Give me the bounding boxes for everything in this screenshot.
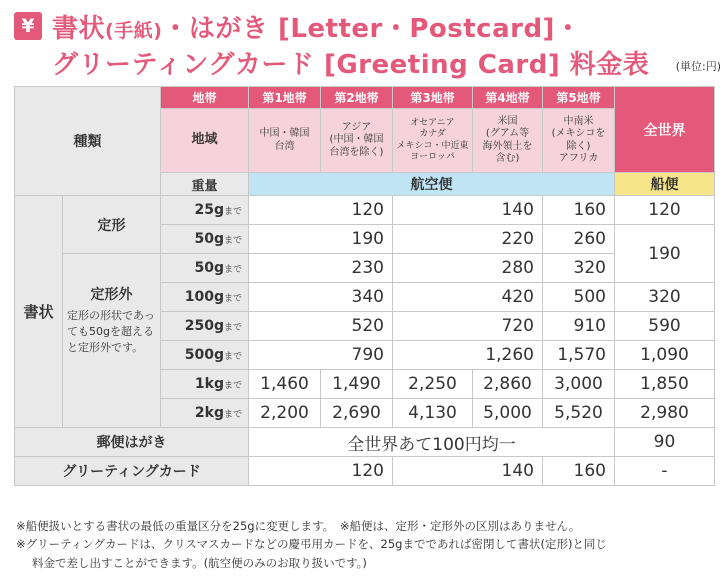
rate-cell: 160 xyxy=(543,196,615,225)
title-letter-note: (手紙) xyxy=(105,20,163,42)
title-line-1 xyxy=(52,8,581,45)
rate-cell: 190 xyxy=(249,225,393,254)
footnotes xyxy=(16,517,716,572)
rate-cell: 520 xyxy=(249,312,393,341)
weight-cell: 1kgまで xyxy=(161,370,249,399)
rate-cell: 140 xyxy=(393,457,543,486)
standard-category: 定形 xyxy=(63,196,161,254)
greeting-card-category: グリーティングカード xyxy=(15,457,249,486)
rate-cell: 500 xyxy=(543,283,615,312)
rate-cell: 2,200 xyxy=(249,399,321,428)
rate-cell: 5,520 xyxy=(543,399,615,428)
zone-1-regions: 中国・韓国 台湾 xyxy=(249,109,321,173)
rate-cell: 120 xyxy=(249,457,393,486)
zone-5-header: 第5地帯 xyxy=(543,87,615,109)
zone-1-header: 第1地帯 xyxy=(249,87,321,109)
yen-icon: ¥ xyxy=(14,12,42,40)
rate-cell: 1,570 xyxy=(543,341,615,370)
weight-label: 重量 xyxy=(161,173,249,196)
greeting-sea-rate: - xyxy=(615,457,715,486)
rate-cell: 320 xyxy=(543,254,615,283)
rate-cell: 260 xyxy=(543,225,615,254)
rate-cell: 340 xyxy=(249,283,393,312)
region-label: 地域 xyxy=(161,109,249,173)
rate-cell: 790 xyxy=(249,341,393,370)
sea-rate-cell: 590 xyxy=(615,312,715,341)
zone-2-regions: アジア (中国・韓国 台湾を除く) xyxy=(321,109,393,173)
rate-cell: 2,860 xyxy=(473,370,543,399)
footnote-2a: ※グリーティングカードは、クリスマスカードなどの慶弔用カードを、25gまでであれば密閉して書状(定形)と同じ xyxy=(16,537,607,552)
weight-cell: 250gまで xyxy=(161,312,249,341)
sea-rate-cell: 1,090 xyxy=(615,341,715,370)
table-row xyxy=(15,428,715,457)
rate-table xyxy=(14,86,715,486)
rate-cell: 1,490 xyxy=(321,370,393,399)
rate-cell: 3,000 xyxy=(543,370,615,399)
weight-cell: 500gまで xyxy=(161,341,249,370)
type-header: 種類 xyxy=(15,87,161,196)
rate-cell: 2,690 xyxy=(321,399,393,428)
weight-cell: 50gまで xyxy=(161,254,249,283)
rate-cell: 1,460 xyxy=(249,370,321,399)
rate-cell: 2,250 xyxy=(393,370,473,399)
sea-rate-cell: 2,980 xyxy=(615,399,715,428)
rate-cell: 280 xyxy=(393,254,543,283)
zone-4-regions: 米国 (グアム等 海外領土を 含む) xyxy=(473,109,543,173)
weight-cell: 100gまで xyxy=(161,283,249,312)
unit-label: (単位:円) xyxy=(675,60,721,73)
title-letter: 書状 xyxy=(52,14,106,44)
world-header: 全世界 xyxy=(615,87,715,173)
weight-cell: 50gまで xyxy=(161,225,249,254)
postcard-category: 郵便はがき xyxy=(15,428,249,457)
table-row xyxy=(15,196,715,225)
weight-cell: 2kgまで xyxy=(161,399,249,428)
nonstandard-category: 定形外 定形の形状であっても50gを超えると定形外です。 xyxy=(63,254,161,428)
title-line-2: グリーティングカード [Greeting Card] 料金表 xyxy=(52,50,650,80)
rate-cell: 120 xyxy=(249,196,393,225)
zone-3-header: 第3地帯 xyxy=(393,87,473,109)
rate-cell: 140 xyxy=(393,196,543,225)
rate-cell: 5,000 xyxy=(473,399,543,428)
table-row xyxy=(15,254,715,283)
footnote-2b: 料金で差し出すことができます。(航空便のみのお取り扱いです。) xyxy=(32,555,367,570)
rate-cell: 220 xyxy=(393,225,543,254)
rate-cell: 4,130 xyxy=(393,399,473,428)
title-postcard: ・はがき [Letter・Postcard]・ xyxy=(162,14,582,44)
zone-5-regions: 中南米 (メキシコを 除く) アフリカ xyxy=(543,109,615,173)
sea-mail-label: 船便 xyxy=(615,173,715,196)
air-mail-label: 航空便 xyxy=(249,173,615,196)
rate-cell: 910 xyxy=(543,312,615,341)
postcard-sea-rate: 90 xyxy=(615,428,715,457)
zone-4-header: 第4地帯 xyxy=(473,87,543,109)
weight-cell: 25gまで xyxy=(161,196,249,225)
zone-label: 地帯 xyxy=(161,87,249,109)
rate-cell: 1,260 xyxy=(393,341,543,370)
postcard-air-rate: 全世界あて100円均一 xyxy=(249,428,615,457)
rate-cell: 720 xyxy=(393,312,543,341)
rate-cell: 160 xyxy=(543,457,615,486)
rate-cell: 230 xyxy=(249,254,393,283)
nonstandard-note: 定形の形状であっても50gを超えると定形外です。 xyxy=(67,309,155,354)
sea-rate-cell: 320 xyxy=(615,283,715,312)
footnote-1: ※船便扱いとする書状の最低の重量区分を25gに変更します。 ※船便は、定形・定形外の区別はありません。 xyxy=(16,519,581,533)
rate-cell: 420 xyxy=(393,283,543,312)
zone-3-regions: オセアニア カナダ メキシコ・中近東 ヨーロッパ xyxy=(393,109,473,173)
sea-rate-cell: 190 xyxy=(615,225,715,283)
sea-rate-cell: 1,850 xyxy=(615,370,715,399)
letter-category: 書状 xyxy=(15,196,63,428)
zone-2-header: 第2地帯 xyxy=(321,87,393,109)
sea-rate-cell: 120 xyxy=(615,196,715,225)
table-row xyxy=(15,457,715,486)
